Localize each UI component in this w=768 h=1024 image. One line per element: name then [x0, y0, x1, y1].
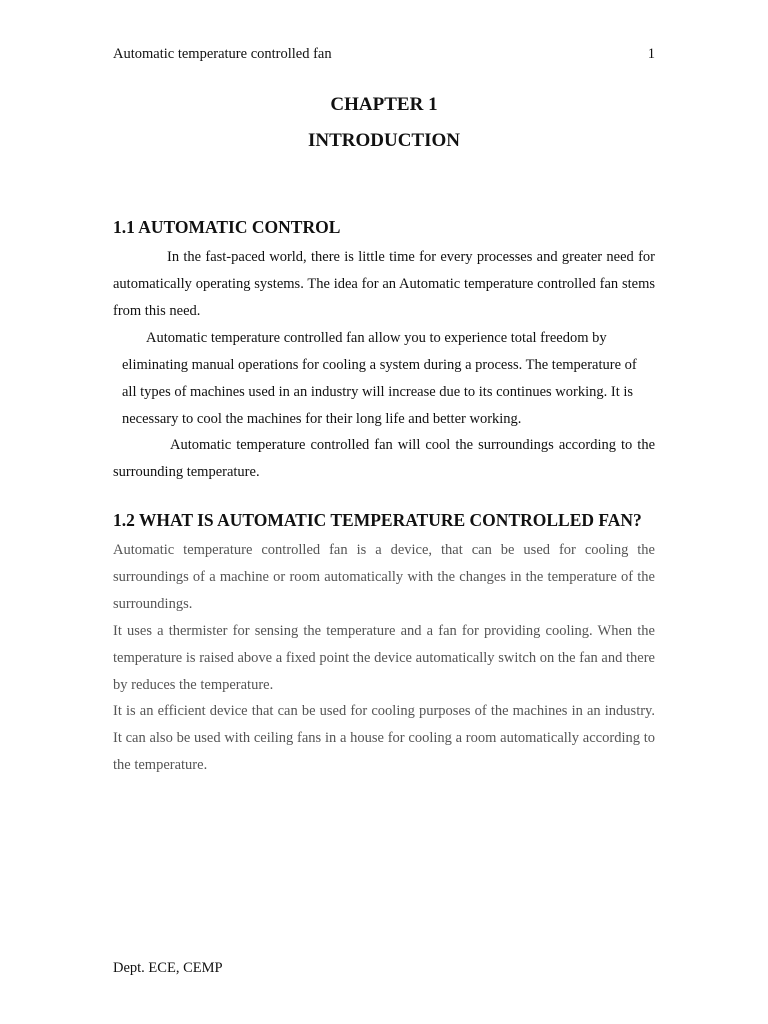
section-heading-what-is-fan: 1.2 WHAT IS AUTOMATIC TEMPERATURE CONTROLLED FAN? [113, 510, 642, 530]
paragraph: It is an efficient device that can be used for cooling purposes of the machines in an industry. It can also be used with ceiling fans in a house for cooling a room automatically according to the temperature. [113, 703, 655, 773]
page-number: 1 [647, 46, 655, 62]
page-footer: Dept. ECE, CEMP [113, 960, 223, 976]
running-title: Automatic temperature controlled fan [113, 46, 332, 62]
paragraph: It uses a thermister for sensing the temperature and a fan for providing cooling. When the temperature is raised above a fixed point the device automatically switch on the fan and there by reduces the temperature. [113, 623, 655, 693]
paragraph: Automatic temperature controlled fan will cool the surroundings according to the surrounding temperature. [113, 437, 655, 480]
paragraph: Automatic temperature controlled fan allow you to experience total freedom by eliminating manual operations for cooling a system during a process. The temperature of all types of machines used in an industry will increase due to its continues working. It is necessary to cool the machines for their long life and better working. [122, 330, 637, 427]
paragraph: Automatic temperature controlled fan is a device, that can be used for cooling the surroundings of a machine or room automatically with the changes in the temperature of the surroundings. [113, 542, 655, 612]
chapter-title: INTRODUCTION [307, 130, 461, 151]
page-header [113, 46, 655, 63]
section-heading-automatic-control: 1.1 AUTOMATIC CONTROL [113, 217, 341, 237]
paragraph: In the fast-paced world, there is little time for every processes and greater need for automatically operating systems. The idea for an Automatic temperature controlled fan stems from this need. [113, 249, 655, 319]
chapter-number: CHAPTER 1 [330, 94, 438, 115]
